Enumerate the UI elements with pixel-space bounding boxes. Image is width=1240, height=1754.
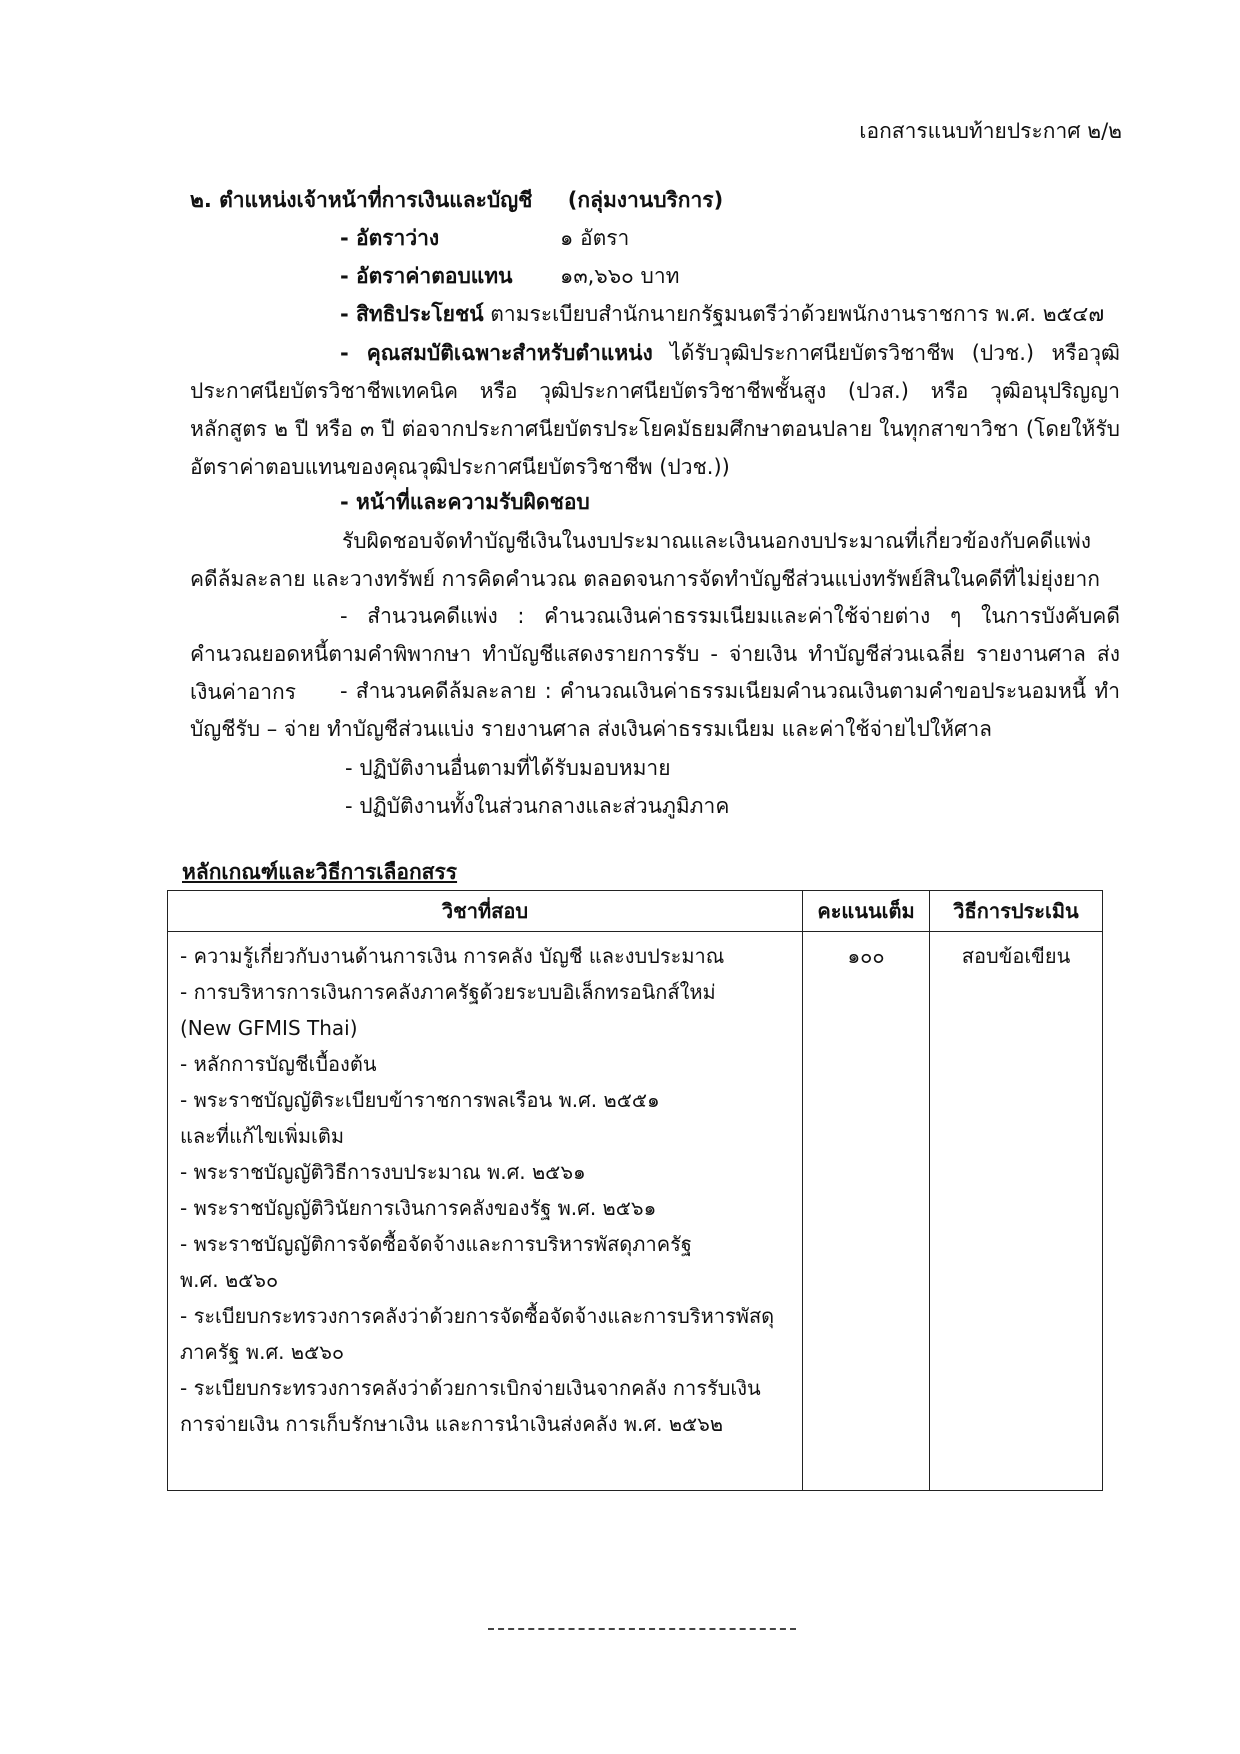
- civil-case-text: - สำนวนคดีแพ่ง : คำนวณเงินค่าธรรมเนียมและค่าใช้จ่ายต่าง ๆ ในการบังคับคดี คำนวณยอดหนี้ตามคำพิพากษา ทำบัญชีแสดงรายการรับ - จ่ายเงิน ทำบัญชีส่วนเฉลี่ย รายงานศาล ส่งเงินค่าอากร: [190, 604, 1120, 704]
- subject-item: พ.ศ. ๒๕๖๐: [180, 1268, 279, 1292]
- bankruptcy-case-paragraph: [190, 672, 1120, 748]
- qualification-paragraph: [190, 334, 1120, 486]
- end-divider: [488, 1628, 796, 1630]
- qualification-label: - คุณสมบัติเฉพาะสำหรับตำแหน่ง: [340, 341, 653, 365]
- subject-list: [168, 932, 803, 1491]
- subject-item: - ความรู้เกี่ยวกับงานด้านการเงิน การคลัง บัญชี และงบประมาณ: [180, 944, 725, 968]
- assessment-method: สอบข้อเขียน: [930, 932, 1103, 1491]
- subject-item: - ระเบียบกระทรวงการคลังว่าด้วยการจัดซื้อจัดจ้างและการบริหารพัสดุ: [180, 1304, 775, 1328]
- salary-label: - อัตราค่าตอบแทน: [340, 264, 513, 288]
- other-duty-2: - ปฏิบัติงานทั้งในส่วนกลางและส่วนภูมิภาค: [345, 794, 730, 818]
- score-header: คะแนนเต็ม: [803, 891, 930, 932]
- full-score: ๑๐๐: [803, 932, 930, 1491]
- criteria-header-row: [168, 891, 1103, 932]
- benefits-row: [340, 300, 1104, 328]
- method-header: วิธีการประเมิน: [930, 891, 1103, 932]
- position-heading: [190, 186, 723, 214]
- criteria-row: [168, 932, 1103, 1491]
- subject-item: - การบริหารการเงินการคลังภาครัฐด้วยระบบอิเล็กทรอนิกส์ใหม่: [180, 980, 716, 1004]
- position-group: (กลุ่มงานบริการ): [567, 188, 724, 212]
- subject-item: - พระราชบัญญัติวินัยการเงินการคลังของรัฐ พ.ศ. ๒๕๖๑: [180, 1196, 657, 1220]
- vacancy-label: - อัตราว่าง: [340, 226, 440, 250]
- criteria-title: หลักเกณฑ์และวิธีการเลือกสรร: [182, 860, 458, 884]
- salary-value: ๑๓,๖๖๐ บาท: [560, 264, 680, 288]
- subject-item: - ระเบียบกระทรวงการคลังว่าด้วยการเบิกจ่ายเงินจากคลัง การรับเงิน: [180, 1376, 761, 1400]
- vacancy-value: ๑ อัตรา: [560, 226, 630, 250]
- benefits-label: - สิทธิประโยชน์: [340, 302, 484, 326]
- duties-paragraph: [190, 522, 1120, 598]
- position-title: ๒. ตำแหน่งเจ้าหน้าที่การเงินและบัญชี: [190, 188, 533, 212]
- subject-item: ภาครัฐ พ.ศ. ๒๕๖๐: [180, 1340, 345, 1364]
- subject-item: การจ่ายเงิน การเก็บรักษาเงิน และการนำเงินส่งคลัง พ.ศ. ๒๕๖๒: [180, 1412, 724, 1436]
- benefits-value: ตามระเบียบสำนักนายกรัฐมนตรีว่าด้วยพนักงานราชการ พ.ศ. ๒๕๔๗: [490, 302, 1105, 326]
- criteria-table: [167, 890, 1103, 1491]
- bankruptcy-case-text: - สำนวนคดีล้มละลาย : คำนวณเงินค่าธรรมเนียมคำนวณเงินตามคำขอประนอมหนี้ ทำบัญชีรับ – จ่าย ทำบัญชีส่วนแบ่ง รายงานศาล ส่งเงินค่าธรรมเนียม และค่าใช้จ่ายไปให้ศาล: [190, 679, 1120, 741]
- subject-header: วิชาที่สอบ: [168, 891, 803, 932]
- document-reference: เอกสารแนบท้ายประกาศ ๒/๒: [859, 119, 1122, 143]
- duties-label: - หน้าที่และความรับผิดชอบ: [340, 490, 590, 514]
- subject-item: และที่แก้ไขเพิ่มเติม: [180, 1124, 345, 1148]
- subject-item: - พระราชบัญญัติวิธีการงบประมาณ พ.ศ. ๒๕๖๑: [180, 1160, 586, 1184]
- other-duty-1: - ปฏิบัติงานอื่นตามที่ได้รับมอบหมาย: [345, 756, 671, 780]
- subject-item: - พระราชบัญญัติระเบียบข้าราชการพลเรือน พ.ศ. ๒๕๕๑: [180, 1088, 660, 1112]
- subject-item: (New GFMIS Thai): [180, 1016, 358, 1040]
- subject-item: - หลักการบัญชีเบื้องต้น: [180, 1052, 377, 1076]
- qualification-text: ได้รับวุฒิประกาศนียบัตรวิชาชีพ (ปวช.) หรือวุฒิประกาศนียบัตรวิชาชีพเทคนิค หรือ วุฒิประกาศนียบัตรวิชาชีพชั้นสูง (ปวส.) หรือ วุฒิอนุปริญญา หลักสูตร ๒ ปี หรือ ๓ ปี ต่อจากประกาศนียบัตรประโยคมัธยมศึกษาตอนปลาย ในทุกสาขาวิชา (โดยให้รับอัตราค่าตอบแทนของคุณวุฒิประกาศนียบัตรวิชาชีพ (ปวช.)): [190, 341, 1121, 479]
- subject-item: - พระราชบัญญัติการจัดซื้อจัดจ้างและการบริหารพัสดุภาครัฐ: [180, 1232, 692, 1256]
- duties-text: รับผิดชอบจัดทำบัญชีเงินในงบประมาณและเงินนอกงบประมาณที่เกี่ยวข้องกับคดีแพ่ง คดีล้มละลาย และวางทรัพย์ การคิดคำนวณ ตลอดจนการจัดทำบัญชีส่วนแบ่งทรัพย์สินในคดีที่ไม่ยุ่งยาก: [190, 529, 1100, 591]
